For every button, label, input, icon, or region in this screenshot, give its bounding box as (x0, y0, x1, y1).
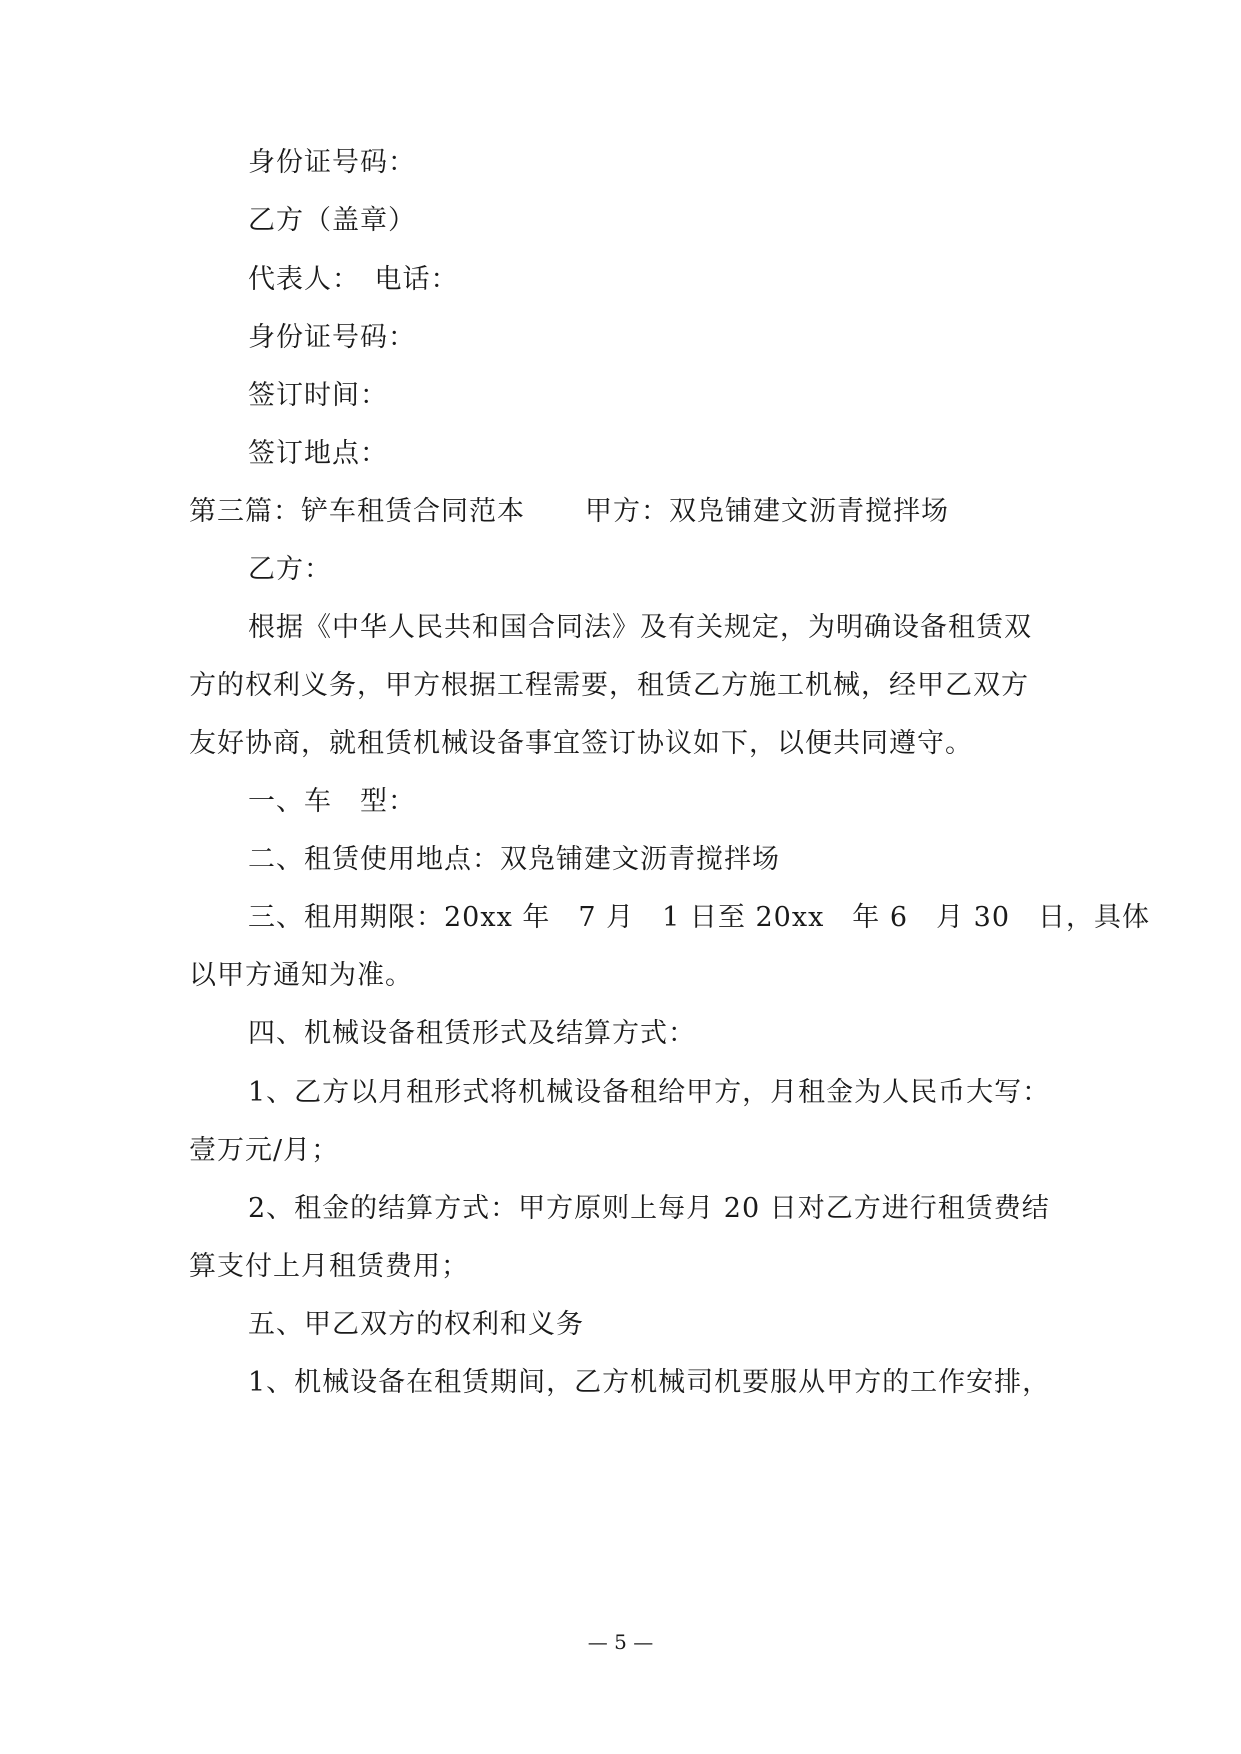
id-number-line-2: 身份证号码： (248, 322, 416, 353)
party-b-seal-line: 乙方（盖章） (248, 205, 416, 236)
clause-4-1-line-2: 壹万元/月； (189, 1135, 340, 1166)
intro-line-2: 方的权利义务，甲方根据工程需要，租赁乙方施工机械，经甲乙双方 (189, 670, 1029, 701)
signing-time-line: 签订时间： (248, 380, 388, 411)
clause-rights-heading: 五、甲乙双方的权利和义务 (248, 1309, 584, 1340)
party-b-line: 乙方： (248, 554, 332, 585)
signing-place-line: 签订地点： (248, 438, 388, 469)
clause-5-1-line-1: 1、机械设备在租赁期间，乙方机械司机要服从甲方的工作安排， (248, 1367, 1051, 1398)
section-heading (189, 492, 1069, 532)
section-party-a: 甲方：双凫铺建文沥青搅拌场 (585, 496, 949, 527)
clause-4-2-line-2: 算支付上月租赁费用； (189, 1251, 469, 1282)
clause-vehicle-type: 一、车 型： (248, 786, 416, 817)
clause-payment-heading: 四、机械设备租赁形式及结算方式： (248, 1018, 696, 1049)
clause-4-1-line-1: 1、乙方以月租形式将机械设备租给甲方，月租金为人民币大写： (248, 1077, 1051, 1108)
intro-line-3: 友好协商，就租赁机械设备事宜签订协议如下，以便共同遵守。 (189, 728, 973, 759)
clause-location: 二、租赁使用地点：双凫铺建文沥青搅拌场 (248, 844, 780, 875)
clause-term-line-2: 以甲方通知为准。 (189, 960, 413, 991)
clause-4-2-line-1: 2、租金的结算方式：甲方原则上每月 20 日对乙方进行租赁费结 (248, 1193, 1050, 1224)
representative-phone-line: 代表人： 电话： (248, 264, 459, 295)
clause-term-line-1: 三、租用期限：20xx 年 7 月 1 日至 20xx 年 6 月 30 日，具体 (248, 902, 1151, 933)
intro-line-1: 根据《中华人民共和国合同法》及有关规定，为明确设备租赁双 (248, 612, 1032, 643)
page-number: — 5 — (587, 1630, 654, 1654)
id-number-line: 身份证号码： (248, 147, 416, 178)
section-title: 第三篇：铲车租赁合同范本 (189, 496, 525, 527)
